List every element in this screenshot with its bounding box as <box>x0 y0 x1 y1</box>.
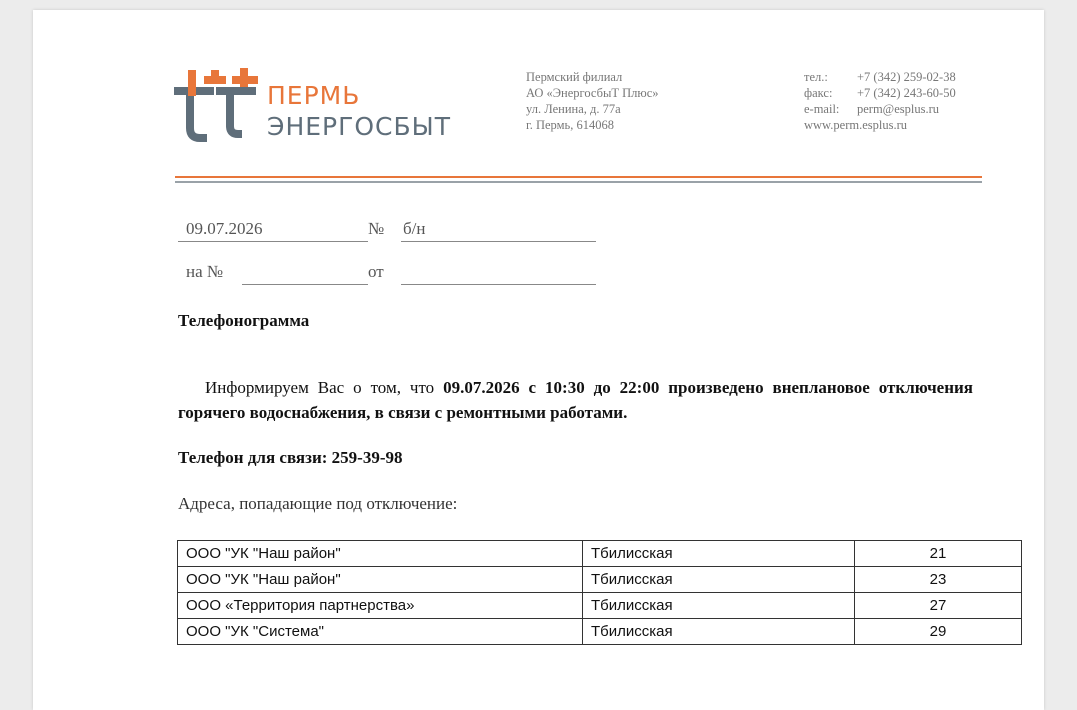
contact-value: +7 (342) 243-60-50 <box>857 86 956 100</box>
from-date-underline <box>401 284 596 285</box>
contact-fax <box>804 85 956 101</box>
house-cell: 21 <box>855 541 1022 567</box>
table-row <box>178 567 1022 593</box>
table-row <box>178 619 1022 645</box>
contact-label: e-mail: <box>804 102 840 116</box>
branch-address <box>526 69 659 133</box>
contact-value[interactable]: www.perm.esplus.ru <box>804 118 907 132</box>
contact-value[interactable]: perm@esplus.ru <box>857 102 939 116</box>
house-cell: 23 <box>855 567 1022 593</box>
street-cell: Тбилисская <box>583 541 855 567</box>
table-row <box>178 541 1022 567</box>
logo-text-top: ПЕРМЬ <box>267 81 361 110</box>
org-cell: ООО "УК "Наш район" <box>178 541 583 567</box>
table-row <box>178 593 1022 619</box>
contact-phone-line: Телефон для связи: 259-39-98 <box>178 448 403 467</box>
ref-number-underline <box>242 284 368 285</box>
ref-label: на № <box>186 262 224 281</box>
document-page <box>33 10 1044 710</box>
branch-line: Пермский филиал <box>526 70 623 84</box>
notice-intro: Информируем Вас о том, что <box>205 378 444 397</box>
contact-label: факс: <box>804 86 833 100</box>
branch-line: г. Пермь, 614068 <box>526 118 614 132</box>
header-divider-orange <box>175 176 982 178</box>
house-cell: 27 <box>855 593 1022 619</box>
logo-text-bottom: ЭНЕРГОСБЫТ <box>267 112 451 141</box>
org-cell: ООО «Территория партнерства» <box>178 593 583 619</box>
branch-line: ул. Ленина, д. 77а <box>526 102 621 116</box>
contact-phone <box>804 69 956 85</box>
street-cell: Тбилисская <box>583 619 855 645</box>
street-cell: Тбилисская <box>583 593 855 619</box>
street-cell: Тбилисская <box>583 567 855 593</box>
branch-line: АО «ЭнергосбыТ Плюс» <box>526 86 659 100</box>
contact-label: тел.: <box>804 70 828 84</box>
header-divider-gray <box>175 181 982 183</box>
addresses-table <box>177 540 1022 645</box>
logo-mark-icon <box>174 68 264 150</box>
doc-date-underline <box>178 241 368 242</box>
document-title: Телефонограмма <box>178 311 310 330</box>
notice-highlight: 09.07.2026 с 10:30 до 22:00 произведено внеплановое отключения горячего водоснабжения, в связи с ремонтными работами. <box>178 378 974 422</box>
house-cell: 29 <box>855 619 1022 645</box>
doc-date: 09.07.2026 <box>186 219 263 238</box>
number-sign: № <box>368 219 385 238</box>
contact-email <box>804 101 956 117</box>
contact-value: +7 (342) 259-02-38 <box>857 70 956 84</box>
doc-number-underline <box>401 241 596 242</box>
addresses-heading: Адреса, попадающие под отключение: <box>178 494 458 513</box>
doc-number: б/н <box>403 219 426 238</box>
from-label: от <box>368 262 384 281</box>
notice-paragraph <box>178 375 973 425</box>
contact-website <box>804 117 956 133</box>
org-cell: ООО "УК "Система" <box>178 619 583 645</box>
company-logo <box>174 68 464 150</box>
contact-block <box>804 69 956 133</box>
org-cell: ООО "УК "Наш район" <box>178 567 583 593</box>
